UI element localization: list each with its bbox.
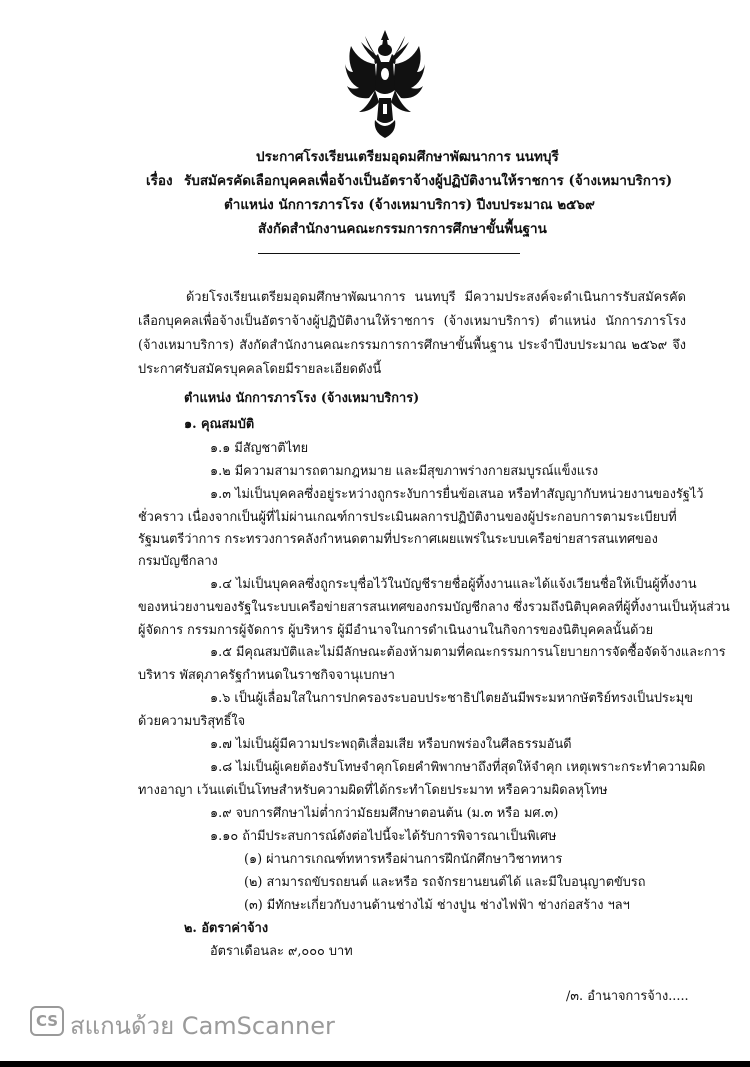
qualification-1-4-line3: ผู้จัดการ กรรมการผู้จัดการ ผู้บริหาร ผู้มีอำนาจในการดำเนินงานในกิจการของนิติบุคคลนั้นด้วย <box>138 623 654 638</box>
position-year-line: ตำแหน่ง นักการภารโรง (จ้างเหมาบริการ) ปีงบประมาณ ๒๕๖๙ <box>224 197 595 213</box>
qualification-1-3-line2: ชั่วคราว เนื่องจากเป็นผู้ที่ไม่ผ่านเกณฑ์การประเมินผลการปฏิบัติงานของผู้ประกอบการตามระเบียบที่ <box>138 510 677 525</box>
intro-paragraph: ด้วยโรงเรียนเตรียมอุดมศึกษาพัฒนาการ นนทบุรี มีความประสงค์จะดำเนินการรับสมัครคัดเลือกบุคคลเพื่อจ้างเป็นอัตราจ้างผู้ปฏิบัติงานให้ราชการ (จ้างเหมาบริการ) ตำแหน่ง นักการภารโรง (จ้างเหมาบริการ) สังกัดสำนักงานคณะกรรมการการศึกษาขั้นพื้นฐาน ประจำปีงบประมาณ ๒๕๖๙ จึงประกาศรับสมัครบุคคลโดยมีรายละเอียดดังนี้ <box>138 290 686 377</box>
qualification-1-6-line2: ด้วยความบริสุทธิ์ใจ <box>138 714 246 729</box>
qualification-1-5-line2: บริหาร พัสดุภาครัฐกำหนดในราชกิจจานุเบกษา <box>138 668 395 683</box>
qualification-1-2: ๑.๒ มีความสามารถตามกฎหมาย และมีสุขภาพร่างกายสมบูรณ์แข็งแรง <box>210 464 599 479</box>
qualification-1-8-line1: ๑.๘ ไม่เป็นผู้เคยต้องรับโทษจำคุกโดยคำพิพากษาถึงที่สุดให้จำคุก เหตุเพราะกระทำความผิด <box>210 760 706 775</box>
qualification-1-3-line4: กรมบัญชีกลาง <box>138 554 218 569</box>
qualification-1-3-line3: รัฐมนตรีว่าการ กระทรวงการคลังกำหนดตามที่ประกาศเผยแพร่ในระบบเครือข่ายสารสนเทศของ <box>138 532 658 547</box>
qualification-1-4-line2: ของหน่วยงานของรัฐในระบบเครือข่ายสารสนเทศของกรมบัญชีกลาง ซึ่งรวมถึงนิติบุคคลที่ผู้ทิ้งงานเป็นหุ้นส่วน <box>138 600 730 615</box>
camscanner-logo-icon: CS <box>30 1006 64 1036</box>
subject-text: รับสมัครคัดเลือกบุคคลเพื่อจ้างเป็นอัตราจ้างผู้ปฏิบัติงานให้ราชการ (จ้างเหมาบริการ) <box>184 173 673 189</box>
position-title: ตำแหน่ง นักการภารโรง (จ้างเหมาบริการ) <box>184 391 420 406</box>
wage-rate: อัตราเดือนละ ๙,๐๐๐ บาท <box>210 944 353 959</box>
bottom-edge <box>0 1061 750 1067</box>
qualification-1-7: ๑.๗ ไม่เป็นผู้มีความประพฤติเสื่อมเสีย หรือบกพร่องในศีลธรรมอันดี <box>210 737 572 752</box>
section1-title: ๑. คุณสมบัติ <box>184 417 255 432</box>
qualification-1-4-line1: ๑.๔ ไม่เป็นบุคคลซึ่งถูกระบุชื่อไว้ในบัญชีรายชื่อผู้ทิ้งงานและได้แจ้งเวียนชื่อให้เป็นผู้ทิ้งงาน <box>210 577 697 592</box>
qualification-1-10: ๑.๑๐ ถ้ามีประสบการณ์ดังต่อไปนี้จะได้รับการพิจารณาเป็นพิเศษ <box>210 829 557 844</box>
qualification-1-8-line2: ทางอาญา เว้นแต่เป็นโทษสำหรับความผิดที่ได้กระทำโดยประมาท หรือความผิดลหุโทษ <box>138 783 608 798</box>
office-line: สังกัดสำนักงานคณะกรรมการการศึกษาขั้นพื้นฐาน <box>258 221 547 237</box>
qualification-1-6-line1: ๑.๖ เป็นผู้เลื่อมใสในการปกครองระบอบประชาธิปไตยอันมีพระมหากษัตริย์ทรงเป็นประมุข <box>210 691 693 706</box>
announcement-title: ประกาศโรงเรียนเตรียมอุดมศึกษาพัฒนาการ นนทบุรี <box>256 149 559 165</box>
qualification-1-9: ๑.๙ จบการศึกษาไม่ต่ำกว่ามัธยมศึกษาตอนต้น (ม.๓ หรือ มศ.๓) <box>210 806 559 821</box>
continued-note: /๓. อำนาจการจ้าง..... <box>566 989 689 1004</box>
subject-label: เรื่อง <box>146 173 173 189</box>
camscanner-watermark: สแกนด้วย CamScanner <box>70 1012 335 1040</box>
qualification-1-10-item3: (๓) มีทักษะเกี่ยวกับงานด้านช่างไม้ ช่างปูน ช่างไฟฟ้า ช่างก่อสร้าง ฯลฯ <box>244 898 630 913</box>
qualification-1-5-line1: ๑.๕ มีคุณสมบัติและไม่มีลักษณะต้องห้ามตามที่คณะกรรมการนโยบายการจัดซื้อจัดจ้างและการ <box>210 645 726 660</box>
header-divider <box>258 253 520 254</box>
qualification-1-10-item2: (๒) สามารถขับรถยนต์ และหรือ รถจักรยานยนต์ได้ และมีใบอนุญาตขับรถ <box>244 875 646 890</box>
qualification-1-10-item1: (๑) ผ่านการเกณฑ์ทหารหรือผ่านการฝึกนักศึกษาวิชาทหาร <box>244 852 563 867</box>
qualification-1-3-line1: ๑.๓ ไม่เป็นบุคคลซึ่งอยู่ระหว่างถูกระงับการยื่นข้อเสนอ หรือทำสัญญากับหน่วยงานของรัฐไว้ <box>210 487 704 502</box>
garuda-emblem-icon <box>345 28 425 140</box>
qualification-1-1: ๑.๑ มีสัญชาติไทย <box>210 441 309 456</box>
section2-title: ๒. อัตราค่าจ้าง <box>184 921 269 936</box>
